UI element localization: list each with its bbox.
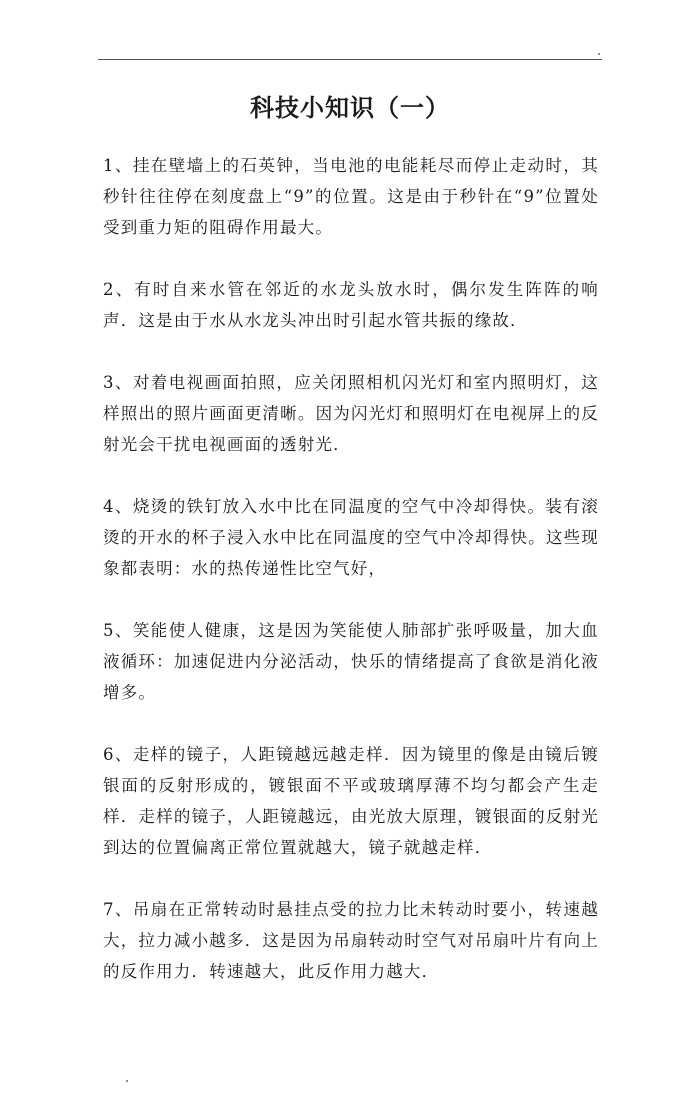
paragraph-2: 2、有时自来水管在邻近的水龙头放水时，偶尔发生阵阵的响声．这是由于水从水龙头冲出时引起水管共振的缘故． bbox=[103, 280, 599, 330]
header-rule bbox=[98, 59, 602, 60]
paragraph-3: 3、对着电视画面拍照，应关闭照相机闪光灯和室内照明灯，这样照出的照片画面更清晰。因为闪光灯和照明灯在电视屏上的反射光会干扰电视画面的透射光． bbox=[103, 373, 599, 454]
paragraph-6: 6、走样的镜子，人距镜越远越走样．因为镜里的像是由镜后镀银面的反射形成的，镀银面不平或玻璃厚薄不均匀都会产生走样．走样的镜子，人距镜越远，由光放大原理，镀银面的反射光到达的位置偏离正常位置就越大，镜子就越走样． bbox=[103, 745, 599, 857]
paragraph-4: 4、烧烫的铁钉放入水中比在同温度的空气中冷却得快。装有滚烫的开水的杯子浸入水中比在同温度的空气中冷却得快。这些现象都表明：水的热传递性比空气好， bbox=[103, 497, 599, 578]
document-body bbox=[103, 150, 599, 1018]
paragraph-7: 7、吊扇在正常转动时悬挂点受的拉力比未转动时要小，转速越大，拉力减小越多．这是因为吊扇转动时空气对吊扇叶片有向上的反作用力．转速越大，此反作用力越大． bbox=[103, 900, 599, 981]
corner-mark-top bbox=[598, 53, 600, 55]
corner-mark-bottom bbox=[126, 1080, 128, 1082]
paragraph-5: 5、笑能使人健康，这是因为笑能使人肺部扩张呼吸量，加大血液循环：加速促进内分泌活动，快乐的情绪提高了食欲是消化液增多。 bbox=[103, 621, 599, 702]
page-title: 科技小知识（一） bbox=[250, 93, 450, 122]
paragraph-1: 1、挂在壁墙上的石英钟，当电池的电能耗尽而停止走动时，其秒针往往停在刻度盘上“9”的位置。这是由于秒针在“9”位置处受到重力矩的阻碍作用最大。 bbox=[103, 156, 599, 237]
